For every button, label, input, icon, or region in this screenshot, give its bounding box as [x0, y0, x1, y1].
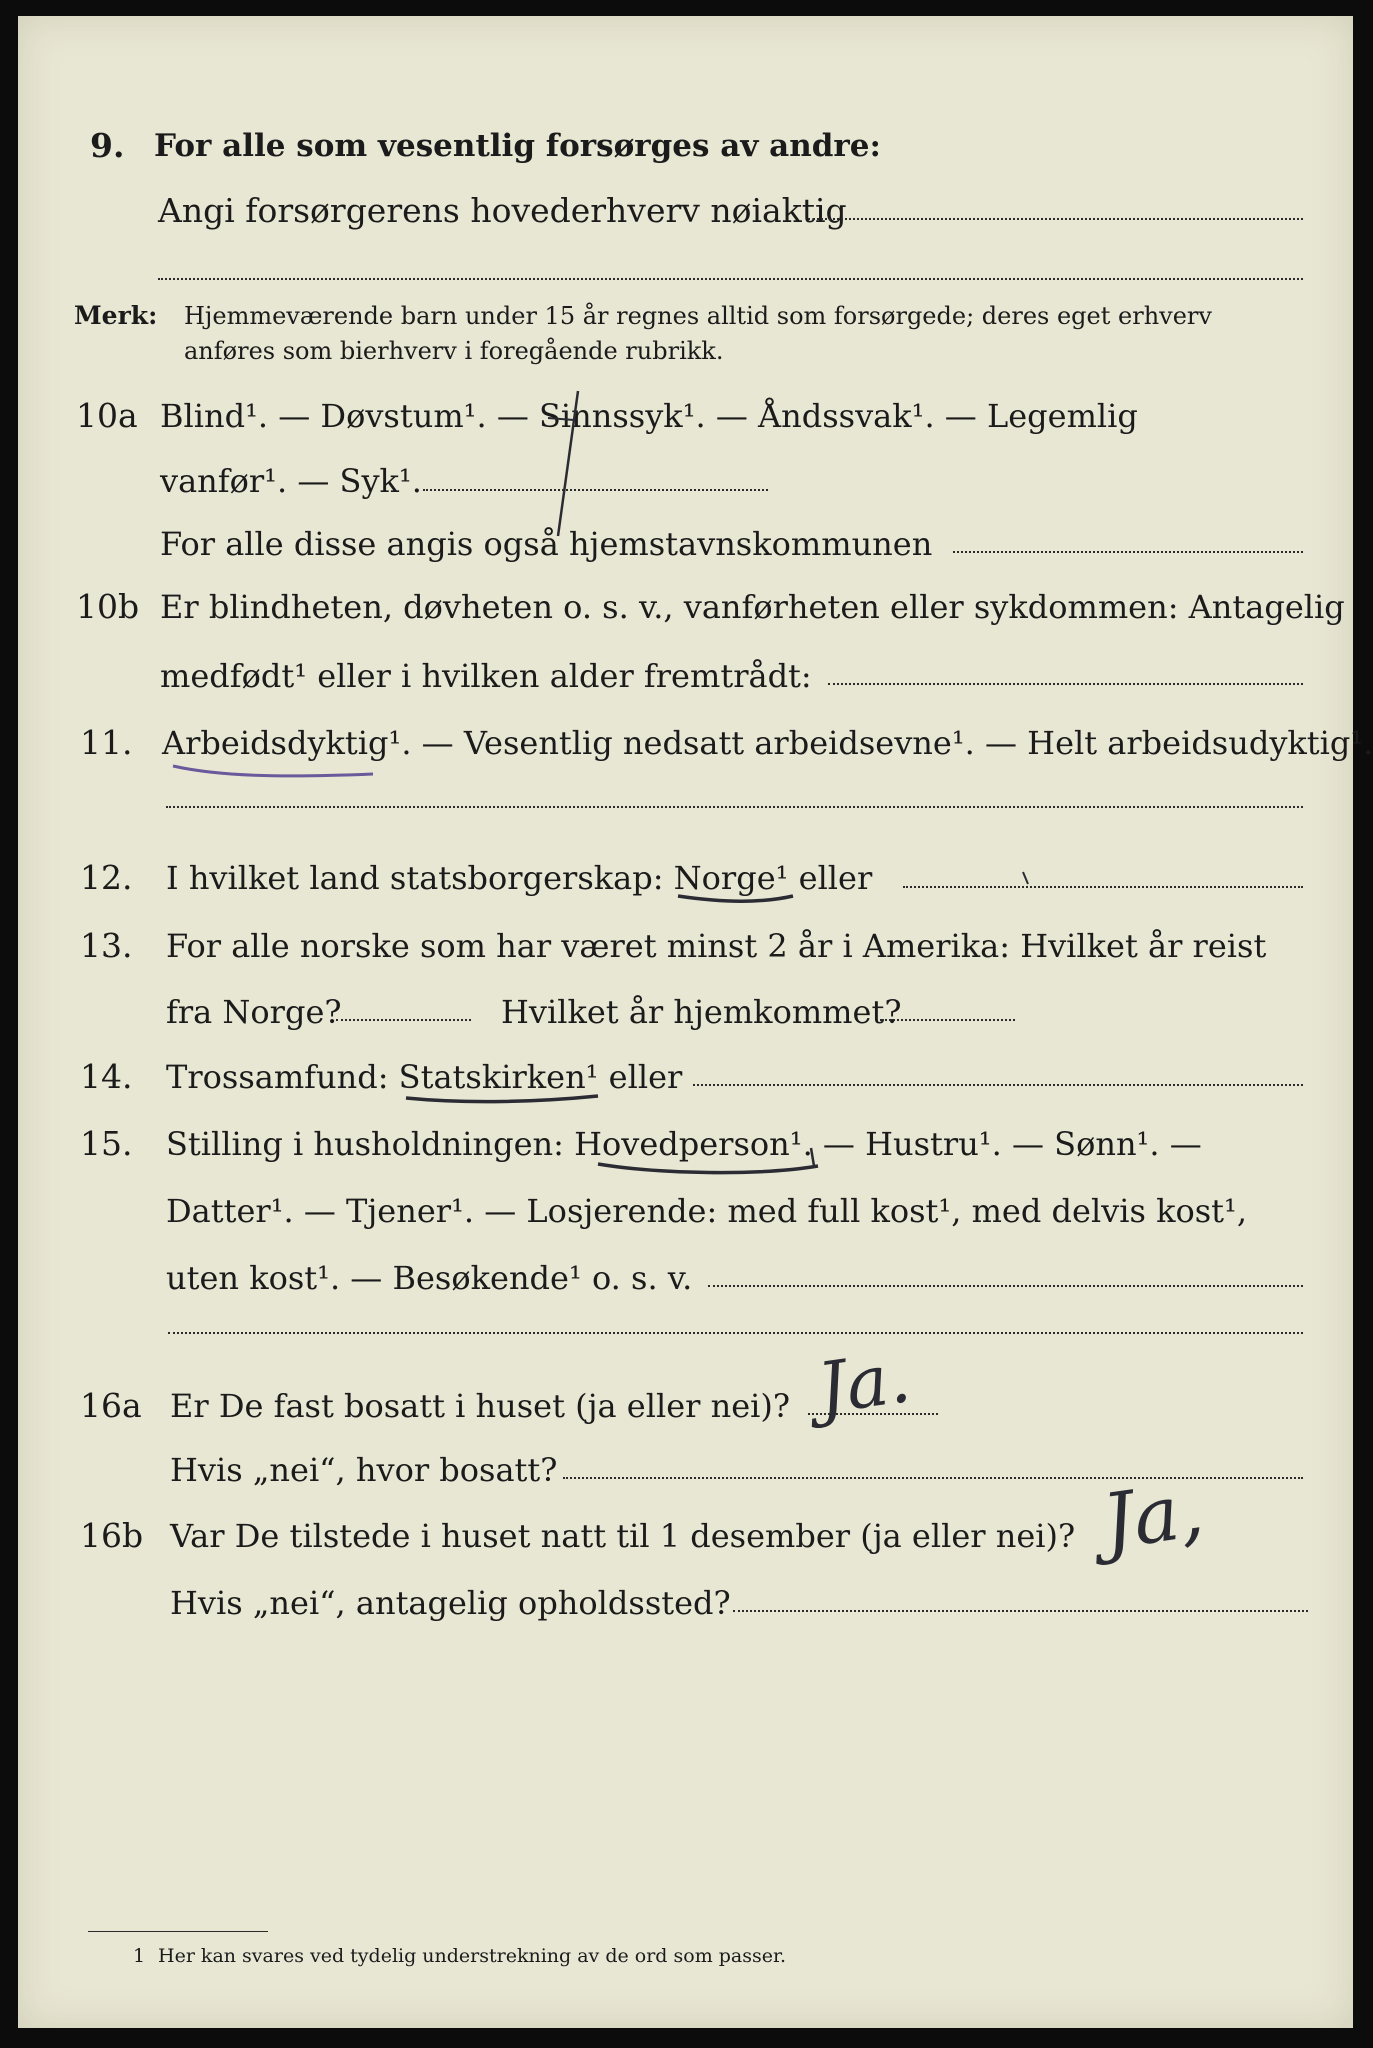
q12-line-1: I hvilket land statsborgerskap: Norge¹ eller [166, 859, 873, 897]
q10a-line-2: vanfør¹. — Syk¹. [160, 462, 422, 500]
q16b-handwritten-answer: Ja, [1097, 1464, 1209, 1567]
note-line-1: Hjemmeværende barn under 15 år regnes alltid som forsørgede; deres eget erhverv [184, 302, 1212, 330]
question-number-14: 14. [80, 1057, 133, 1096]
underline-statskirken [406, 1096, 598, 1102]
question-number-11: 11. [80, 723, 133, 762]
q14-line-1: Trossamfund: Statskirken¹ eller [166, 1058, 683, 1096]
question-number-9: 9. [90, 126, 125, 165]
question-number-15: 15. [80, 1124, 133, 1163]
question-number-13: 13. [80, 926, 133, 965]
q10b-line-2: medfødt¹ eller i hvilken alder fremtrådt: [160, 657, 812, 695]
note-line-2: anføres som bierhverv i foregående rubrikk. [184, 337, 724, 365]
pen-dash-10a [548, 418, 574, 420]
q13-line-2b: Hvilket år hjemkommet? [501, 993, 902, 1031]
question-number-10a: 10a [76, 396, 138, 435]
underline-arbeidsdyktig [173, 766, 373, 776]
question-number-16a: 16a [80, 1386, 142, 1425]
footnote-text: Her kan svares ved tydelig understrekning av de ord som passer. [158, 1945, 787, 1967]
q13-line-1: For alle norske som har været minst 2 år i Amerika: Hvilket år reist [166, 927, 1267, 965]
footnote-mark: 1 [133, 1945, 146, 1967]
census-form-page [18, 16, 1373, 2028]
q10a-line-3: For alle disse angis også hjemstavnskommunen [160, 525, 933, 563]
q9-heading: For alle som vesentlig forsørges av andre: [154, 128, 881, 164]
q15-line-3: uten kost¹. — Besøkende¹ o. s. v. [166, 1259, 693, 1297]
q16b-line-2: Hvis „nei“, antagelig opholdssted? [170, 1584, 731, 1622]
pen-tick-12 [1023, 872, 1028, 884]
q10a-line-1: Blind¹. — Døvstum¹. — Sinnssyk¹. — Åndssvak¹. — Legemlig [160, 397, 1138, 435]
q15-line-2: Datter¹. — Tjener¹. — Losjerende: med full kost¹, med delvis kost¹, [166, 1192, 1248, 1230]
pen-stroke-10a [558, 391, 578, 536]
note-label: Merk: [74, 301, 158, 330]
q16b-line-1: Var De tilstede i huset natt til 1 desember (ja eller nei)? [170, 1517, 1076, 1555]
q16a-handwritten-answer: Ja. [812, 1335, 916, 1431]
underline-hovedperson [598, 1164, 818, 1173]
q9-prompt: Angi forsørgerens hovederhverv nøiaktig [158, 191, 847, 230]
question-number-12: 12. [80, 858, 133, 897]
handwritten-marks [18, 16, 1353, 2028]
q16a-line-1: Er De fast bosatt i huset (ja eller nei)? [170, 1387, 791, 1425]
q15-line-1: Stilling i husholdningen: Hovedperson¹. — Hustru¹. — Sønn¹. — [166, 1125, 1202, 1163]
q11-line-1: Arbeidsdyktig¹. — Vesentlig nedsatt arbeidsevne¹. — Helt arbeidsudyktig¹. [162, 724, 1373, 762]
q10b-line-1: Er blindheten, døvheten o. s. v., vanførheten eller sykdommen: Antagelig [160, 588, 1345, 626]
footnote-rule [88, 1931, 268, 1932]
q13-line-2a: fra Norge? [166, 993, 342, 1031]
pen-tick-15 [811, 1148, 814, 1166]
question-number-16b: 16b [80, 1516, 144, 1555]
question-number-10b: 10b [76, 587, 140, 626]
underline-norge [678, 896, 793, 901]
q16a-line-2: Hvis „nei“, hvor bosatt? [170, 1451, 558, 1489]
